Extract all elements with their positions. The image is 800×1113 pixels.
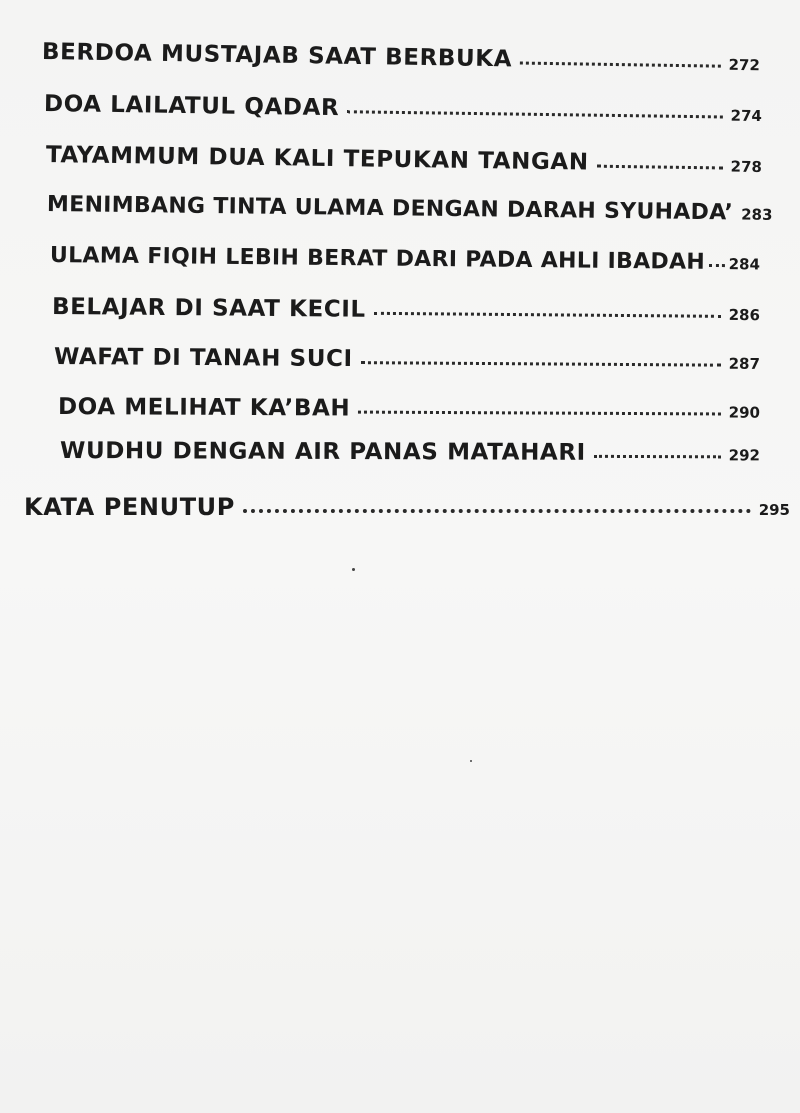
dot-leader bbox=[594, 455, 721, 458]
print-speck bbox=[470, 760, 472, 762]
toc-entry-title: MENIMBANG TINTA ULAMA DENGAN DARAH SYUHADA’ bbox=[46, 192, 734, 226]
toc-entry bbox=[50, 242, 760, 277]
dot-leader bbox=[358, 411, 720, 416]
toc-entry-title: DOA MELIHAT KA’BAH bbox=[57, 394, 351, 422]
toc-entry-page: 284 bbox=[728, 255, 761, 274]
toc-entry-page: 274 bbox=[730, 106, 763, 126]
dot-leader bbox=[361, 361, 721, 367]
dot-leader bbox=[347, 110, 722, 118]
toc-entry bbox=[60, 437, 760, 467]
dot-leader bbox=[374, 312, 721, 318]
toc-entry bbox=[46, 141, 762, 179]
dot-leader bbox=[243, 509, 751, 513]
toc-entry-page: 292 bbox=[728, 446, 761, 465]
toc-entry-title: KATA PENUTUP bbox=[24, 493, 235, 521]
toc-entry-title: BERDOA MUSTAJAB SAAT BERBUKA bbox=[41, 39, 513, 73]
dot-leader bbox=[709, 264, 725, 267]
toc-entry-title: TAYAMMUM DUA KALI TEPUKAN TANGAN bbox=[45, 142, 589, 176]
toc-entry-title: BELAJAR DI SAAT KECIL bbox=[51, 294, 366, 323]
print-speck bbox=[352, 568, 355, 571]
dot-leader bbox=[597, 165, 723, 170]
toc-entry-page: 286 bbox=[728, 305, 761, 325]
toc-entry bbox=[44, 90, 762, 128]
toc-entry-page: 287 bbox=[728, 354, 761, 373]
toc-entry bbox=[58, 393, 760, 425]
toc-entry-page: 290 bbox=[728, 403, 761, 422]
toc-entry-page: 272 bbox=[728, 55, 761, 75]
toc-entry-title: ULAMA FIQIH LEBIH BERAT DARI PADA AHLI IBADAH bbox=[49, 243, 706, 275]
toc-entry-title: DOA LAILATUL QADAR bbox=[43, 91, 340, 122]
toc-entry-closing bbox=[24, 493, 790, 521]
toc-entry bbox=[42, 38, 760, 77]
toc-entry-page: 295 bbox=[758, 501, 790, 519]
toc-entry-page: 283 bbox=[741, 205, 773, 224]
dot-leader bbox=[520, 62, 721, 68]
toc-entry bbox=[46, 191, 773, 228]
toc-entry bbox=[54, 343, 760, 376]
toc-entry-page: 278 bbox=[730, 157, 763, 176]
toc-entry-title: WAFAT DI TANAH SUCI bbox=[53, 344, 353, 373]
toc-entry-title: WUDHU DENGAN AIR PANAS MATAHARI bbox=[59, 438, 586, 466]
toc-entry bbox=[52, 293, 760, 327]
